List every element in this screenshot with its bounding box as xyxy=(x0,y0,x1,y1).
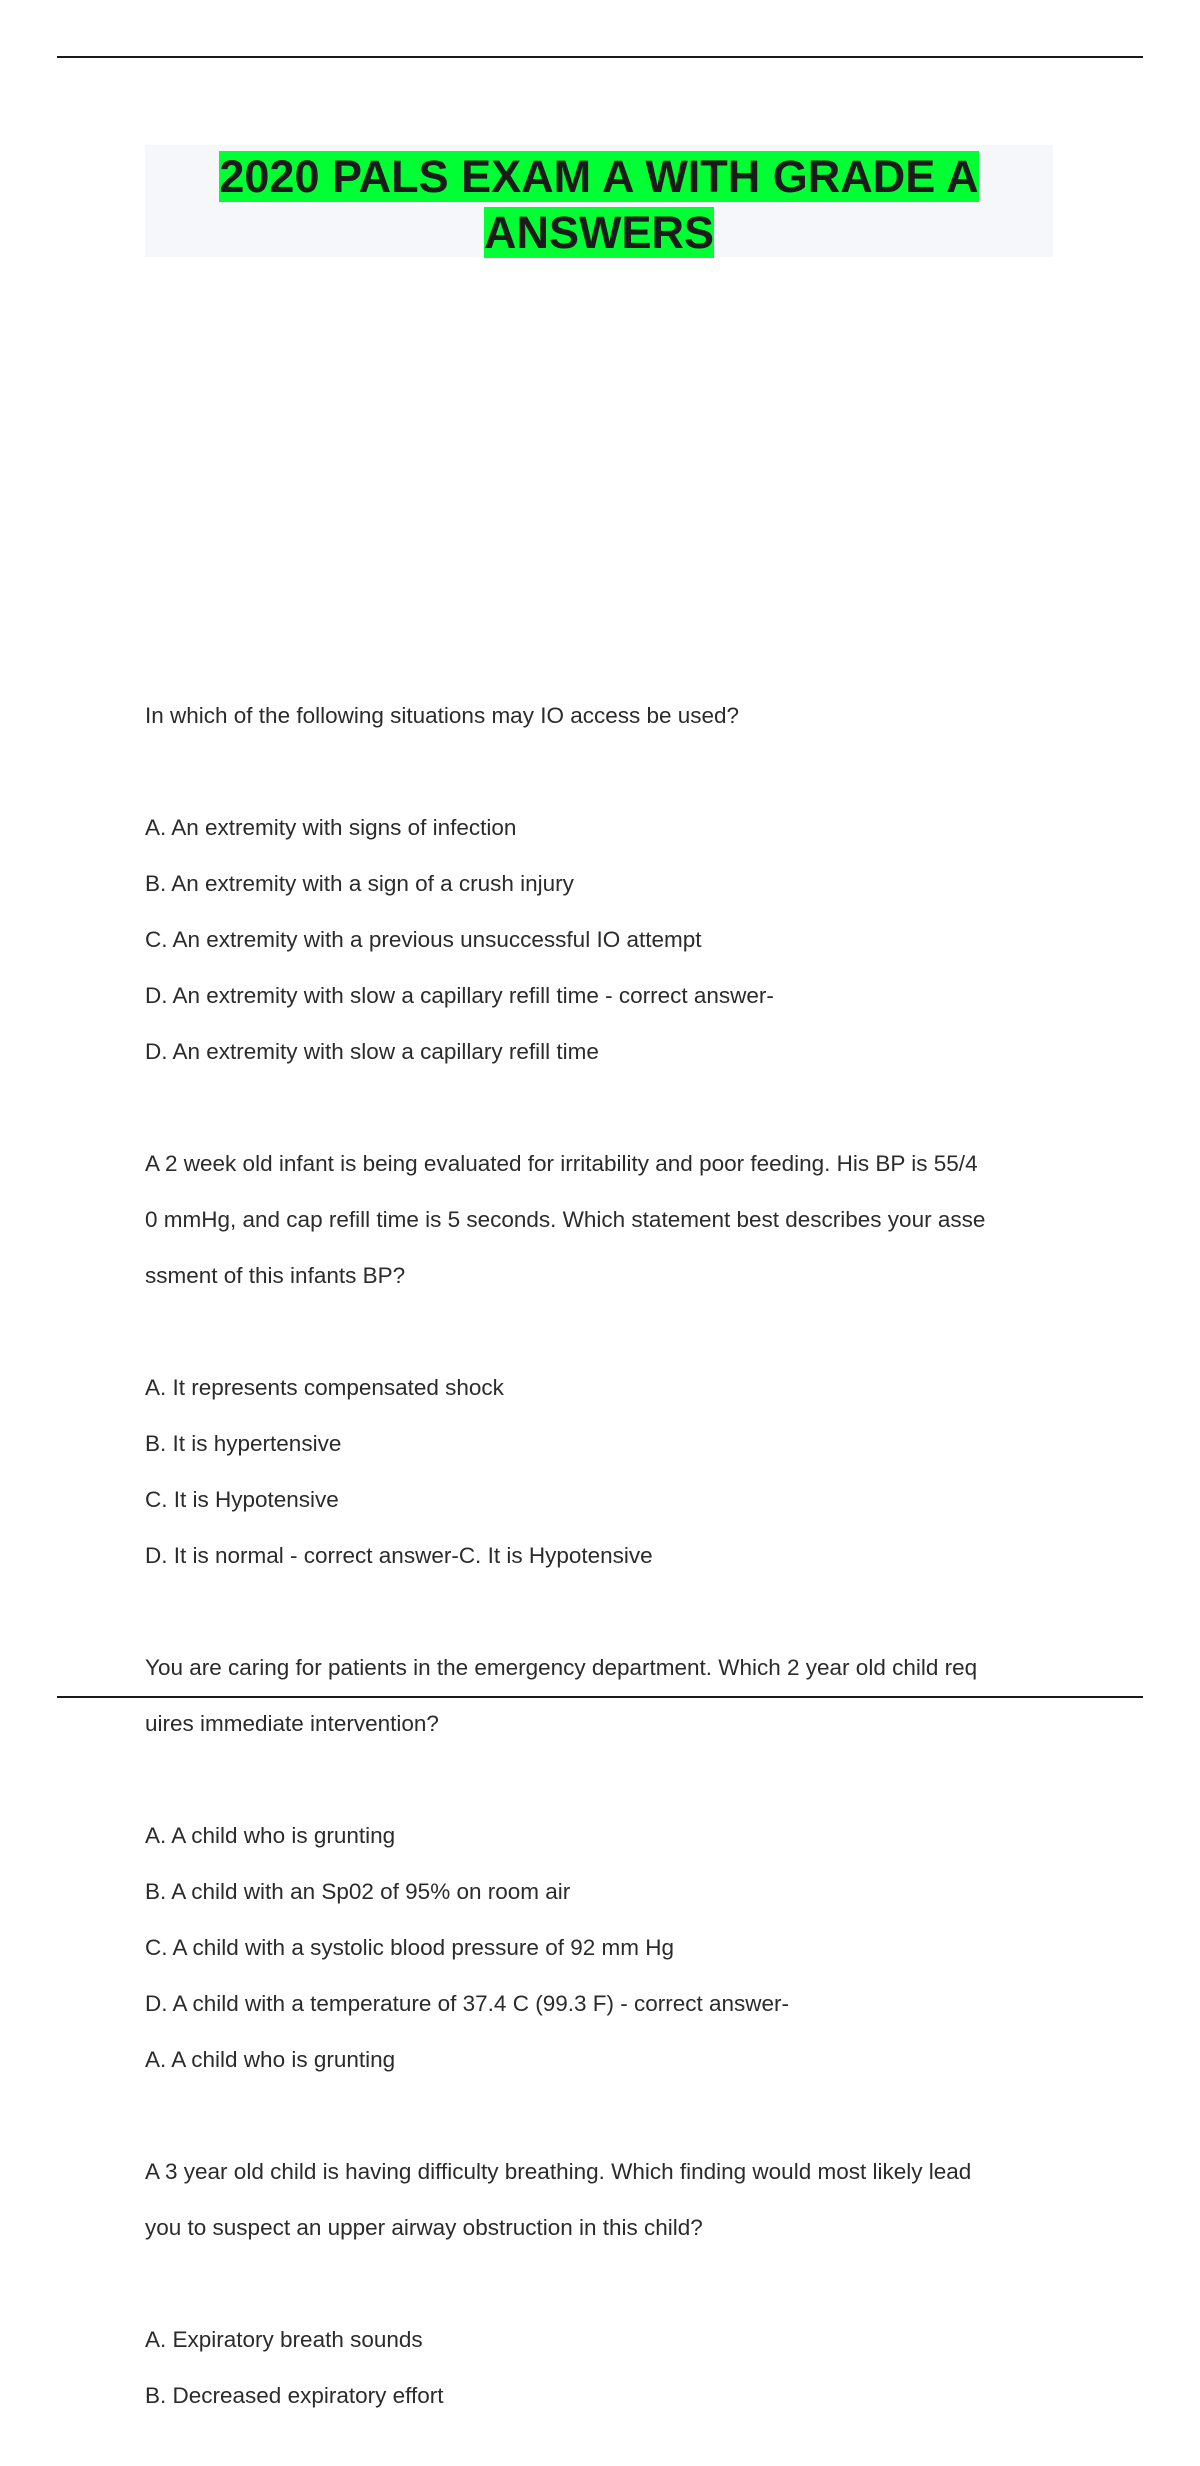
text-line: 0 mmHg, and cap refill time is 5 seconds. Which statement best describes your asse xyxy=(145,1207,986,1232)
text-line: C. An extremity with a previous unsuccessful IO attempt xyxy=(145,927,702,952)
document-body xyxy=(145,674,1065,2466)
answer-options-2 xyxy=(145,1346,1065,1598)
text-line: A. It represents compensated shock xyxy=(145,1375,504,1400)
bottom-rule xyxy=(57,1696,1143,1698)
answer-options-3 xyxy=(145,1794,1065,2102)
text-line: A. A child who is grunting xyxy=(145,2047,396,2072)
text-line: B. It is hypertensive xyxy=(145,1431,342,1456)
text-line: you to suspect an upper airway obstruction in this child? xyxy=(145,2215,703,2240)
question-4 xyxy=(145,2130,1065,2270)
text-line: A. A child who is grunting xyxy=(145,1823,396,1848)
title-band xyxy=(145,145,1053,257)
text-line: D. A child with a temperature of 37.4 C (99.3 F) - correct answer- xyxy=(145,1991,790,2016)
document-title-line-1: 2020 PALS EXAM A WITH GRADE A xyxy=(219,151,979,202)
text-line: D. An extremity with slow a capillary refill time xyxy=(145,1039,599,1064)
document-title-line-2: ANSWERS xyxy=(483,207,714,258)
text-line: A. An extremity with signs of infection xyxy=(145,815,517,840)
text-line: B. An extremity with a sign of a crush injury xyxy=(145,871,574,896)
text-line: A. Expiratory breath sounds xyxy=(145,2327,423,2352)
text-line: C. It is Hypotensive xyxy=(145,1487,339,1512)
answer-options-1 xyxy=(145,786,1065,1094)
text-line: A 3 year old child is having difficulty breathing. Which finding would most likely lead xyxy=(145,2159,972,2184)
document-title xyxy=(145,145,1053,261)
text-line: ssment of this infants BP? xyxy=(145,1263,406,1288)
text-line: B. A child with an Sp02 of 95% on room air xyxy=(145,1879,571,1904)
text-line: D. An extremity with slow a capillary refill time - correct answer- xyxy=(145,983,774,1008)
text-line: You are caring for patients in the emergency department. Which 2 year old child req xyxy=(145,1655,978,1680)
question-2 xyxy=(145,1122,1065,1318)
text-line: uires immediate intervention? xyxy=(145,1711,439,1736)
text-line: In which of the following situations may IO access be used? xyxy=(145,703,740,728)
question-1 xyxy=(145,674,1065,758)
text-line: D. It is normal - correct answer-C. It is Hypotensive xyxy=(145,1543,653,1568)
text-line: B. Decreased expiratory effort xyxy=(145,2383,444,2408)
top-rule xyxy=(57,56,1143,58)
answer-options-4 xyxy=(145,2298,1065,2438)
text-line: C. A child with a systolic blood pressure of 92 mm Hg xyxy=(145,1935,674,1960)
text-line: A 2 week old infant is being evaluated for irritability and poor feeding. His BP is 55/4 xyxy=(145,1151,978,1176)
